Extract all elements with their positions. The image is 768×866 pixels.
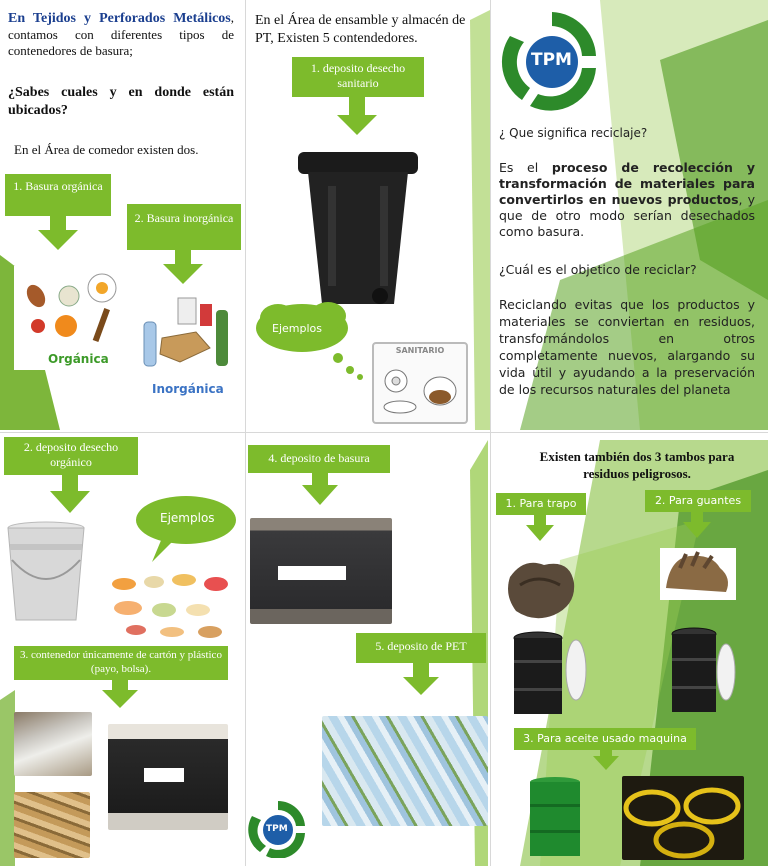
answer-prefix: Es el [499, 160, 539, 175]
examples-bubble-text: Ejemplos [160, 511, 215, 525]
company-name: En Tejidos y Perforados Metálicos [8, 11, 231, 26]
black-drum-rag-image [508, 630, 592, 720]
dining-text: En el Área de comedor existen dos. [14, 142, 199, 157]
pet-bottles-photo [322, 716, 488, 826]
organic-caption: Orgánica [48, 352, 109, 366]
panel-2-intro: En el Área de ensamble y almacén de PT, Existen 5 contendedores. [255, 13, 466, 46]
inorganic-caption: Inorgánica [152, 382, 224, 396]
oil-drums-photo [622, 776, 744, 860]
rag-label-box: 1. Para trapo [496, 493, 586, 515]
recycling-answer [499, 160, 755, 240]
sanitary-examples-box [372, 342, 468, 424]
cardboard-pile-photo [14, 792, 90, 858]
panel-1-intro [8, 10, 234, 59]
organic-label-box: 1. Basura orgánica [5, 174, 111, 216]
gloves-label-box: 2. Para guantes [645, 490, 751, 512]
used-oil-label-box: 3. Para aceite usado maquina [514, 728, 696, 750]
objective-answer: Reciclando evitas que los productos y materiales se conviertan en residuos, transformándolos en otros completamente nuevos, alargando su vida útil y ayudando a la preservación de los recursos naturales del planeta [499, 297, 755, 397]
plastic-bags-photo [14, 712, 92, 776]
white-bucket-image [6, 520, 86, 624]
inorganic-label-box: 2. Basura inorgánica [127, 204, 241, 250]
green-drum-image [528, 776, 582, 860]
tpm-logo-text: TPM [531, 50, 572, 70]
answer-suffix: , y que de otro modo serían desechados como basura. [499, 192, 755, 239]
question-heading: ¿Sabes cuales y en donde están ubicados? [8, 85, 234, 118]
answer-bold: proceso de recolección y transformación de materiales para convertirlos en nuevos productos [499, 160, 755, 207]
black-dumpster-photo [108, 724, 228, 830]
hazardous-title: Existen también dos 3 tambos para residuos peligrosos. [539, 449, 735, 481]
panel-divider [245, 0, 246, 866]
gloves-photo [660, 548, 736, 600]
panel-divider [0, 432, 768, 433]
black-drum-gloves-image [668, 626, 740, 718]
food-waste-image [106, 570, 236, 642]
examples-cloud-bubble [252, 300, 370, 382]
sanitary-box-title: SANITARIO [395, 346, 445, 355]
sanitary-label-box: 1. deposito desecho sanitario [292, 57, 424, 97]
inorganic-waste-illustration [140, 296, 240, 404]
pet-deposit-label-box: 5. deposito de PET [356, 633, 486, 663]
gray-dumpster-photo [250, 518, 392, 624]
intro-text: , contamos con diferentes tipos de contenedores de basura; [8, 10, 234, 58]
objective-question: ¿Cuál es el objetico de reciclar? [499, 262, 697, 277]
examples-bubble-text: Ejemplos [272, 322, 322, 335]
tpm-logo-text: TPM [266, 824, 288, 834]
black-trash-can-image [298, 146, 418, 316]
panel-divider [490, 0, 491, 866]
cardboard-plastic-label-box: 3. contenedor únicamente de cartón y plástico (payo, bolsa). [14, 646, 228, 680]
organic-waste-illustration [14, 266, 128, 370]
trash-deposit-label-box: 4. deposito de basura [248, 445, 390, 473]
examples-speech-bubble [134, 494, 238, 566]
dirty-rag-image [504, 555, 578, 623]
recycling-question: ¿ Que significa reciclaje? [499, 126, 648, 140]
organic-deposit-label-box: 2. deposito desecho orgánico [4, 437, 138, 475]
